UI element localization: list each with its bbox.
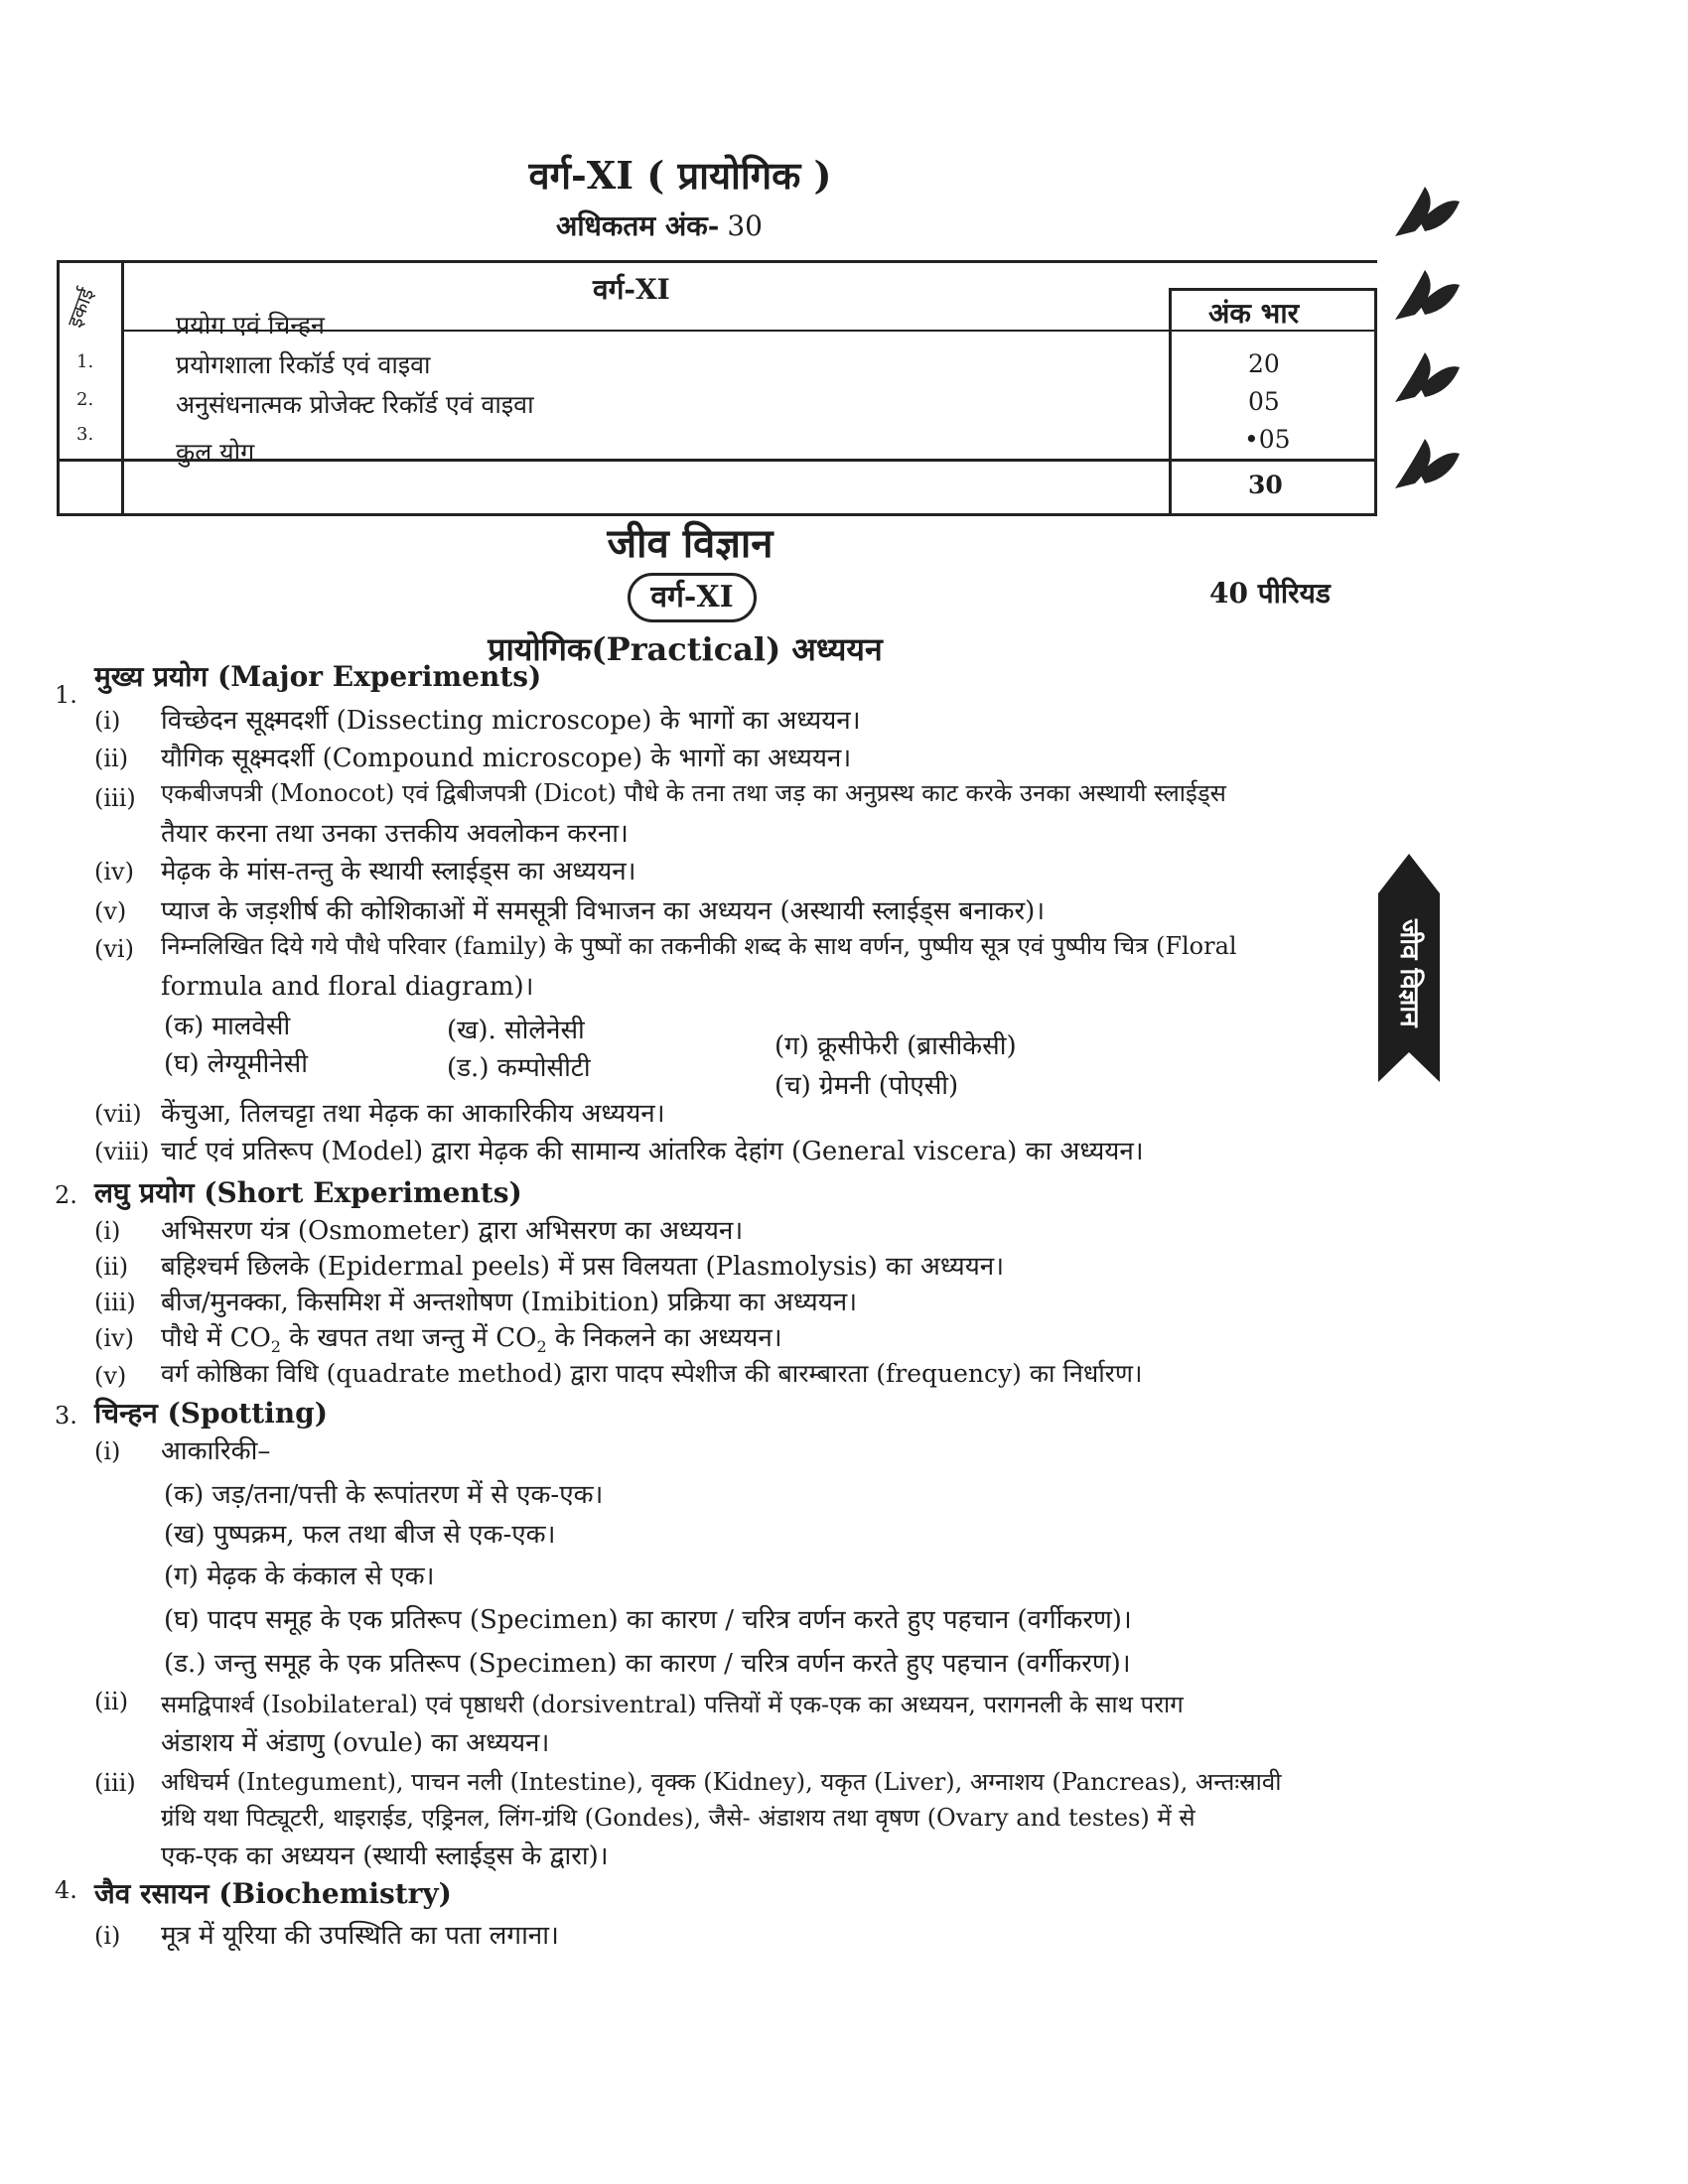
practical-heading: प्रायोगिक(Practical) अध्ययन	[488, 630, 883, 668]
marks-table	[57, 260, 1377, 516]
list-item: समद्विपार्श्व (Isobilateral) एवं पृष्ठाधरी (dorsiventral) पत्तियों में एक-एक का अध्ययन, परागनली के साथ पराग	[161, 1691, 1184, 1718]
section-number: 2.	[55, 1181, 77, 1209]
list-item-text: के खपत तथा जन्तु में CO	[280, 1323, 537, 1353]
subscript: 2	[536, 1337, 547, 1357]
list-item: यौगिक सूक्ष्मदर्शी (Compound microscope) के भागों का अध्ययन।	[161, 744, 852, 773]
item-number: (v)	[94, 897, 127, 925]
item-number: (iv)	[94, 1324, 134, 1352]
list-item: अधिचर्म (Integument), पाचन नली (Intestine), वृक्क (Kidney), यकृत (Liver), अग्नाशय (Pancreas), अन्तःस्रावी	[161, 1768, 1282, 1796]
family-item: (घ) लेग्यूमीनेसी	[164, 1049, 308, 1079]
section-title: लघु प्रयोग (Short Experiments)	[94, 1176, 522, 1209]
item-number: (i)	[94, 1217, 121, 1245]
list-item: निम्नलिखित दिये गये पौधे परिवार (family) के पुष्पों का तकनीकी शब्द के साथ वर्णन, पुष्पीय सूत्र एवं पुष्पीय चित्र (Floral	[161, 932, 1237, 960]
item-number: (iii)	[94, 1769, 136, 1797]
section-number: 4.	[55, 1876, 77, 1904]
item-number: (i)	[94, 1437, 121, 1465]
family-item: (ख). सोलेनेसी	[447, 1016, 585, 1045]
list-item-cont: तैयार करना तथा उनका उत्तकीय अवलोकन करना।	[161, 819, 629, 849]
total-marks: 30	[1248, 471, 1283, 499]
item-number: (ii)	[94, 1253, 129, 1281]
item-number: (iii)	[94, 784, 136, 812]
section-number: 1.	[55, 681, 77, 709]
unit-header: इकाई	[62, 284, 99, 331]
list-item-text: के निकलने का अध्ययन।	[546, 1323, 782, 1353]
item-number: (i)	[94, 1922, 121, 1950]
item-number: (iv)	[94, 858, 134, 886]
list-item-text: पौधे में CO	[161, 1323, 271, 1353]
item-number: (i)	[94, 707, 121, 735]
section-title: चिन्हन (Spotting)	[94, 1397, 328, 1430]
family-item: (ग) क्रूसीफेरी (ब्रासीकेसी)	[774, 1031, 1017, 1061]
row-num: 3.	[76, 424, 94, 445]
item-number: (iii)	[94, 1289, 136, 1316]
family-item: (च) ग्रेमनी (पोएसी)	[774, 1071, 959, 1101]
sub-item: (क) जड़/तना/पत्ती के रूपांतरण में से एक-एक।	[164, 1480, 604, 1510]
list-item: चार्ट एवं प्रतिरूप (Model) द्वारा मेढ़क की सामान्य आंतरिक देहांग (General viscera) का अध्ययन।	[161, 1137, 1144, 1166]
weight-header: अंक भार	[1208, 297, 1300, 330]
class-badge: वर्ग-XI	[628, 573, 757, 622]
list-item-cont: अंडाशय में अंडाणु (ovule) का अध्ययन।	[161, 1728, 550, 1758]
class-header: वर्ग-XI	[593, 273, 670, 306]
row-marks: •05	[1244, 425, 1291, 454]
side-tab-label: जीव विज्ञान	[1394, 918, 1424, 1027]
sub-item: (ग) मेढ़क के कंकाल से एक।	[164, 1562, 435, 1591]
row-label: प्रयोगशाला रिकॉर्ड एवं वाइवा	[176, 350, 431, 379]
family-item: (ड.) कम्पोसीटी	[447, 1053, 591, 1083]
section-number: 3.	[55, 1402, 77, 1430]
list-item-cont: formula and floral diagram)।	[161, 972, 534, 1002]
periods-label: 40 पीरियड	[1209, 577, 1331, 610]
list-item: विच्छेदन सूक्ष्मदर्शी (Dissecting microscope) के भागों का अध्ययन।	[161, 706, 861, 736]
item-number: (vii)	[94, 1100, 142, 1128]
list-item: वर्ग कोष्ठिका विधि (quadrate method) द्वारा पादप स्पेशीज की बारम्बारता (frequency) का निर्धारण।	[161, 1359, 1143, 1388]
subscript: 2	[270, 1337, 281, 1357]
max-marks	[556, 206, 763, 244]
list-item-cont: एक-एक का अध्ययन (स्थायी स्लाईड्स के द्वारा)।	[161, 1842, 609, 1871]
item-number: (viii)	[94, 1138, 150, 1165]
list-item: प्याज के जड़शीर्ष की कोशिकाओं में समसूत्री विभाजन का अध्ययन (अस्थायी स्लाईड्स बनाकर)।	[161, 896, 1046, 926]
list-item: अभिसरण यंत्र (Osmometer) द्वारा अभिसरण का अध्ययन।	[161, 1216, 744, 1246]
subject-heading: जीव विज्ञान	[607, 520, 774, 567]
section-title: मुख्य प्रयोग (Major Experiments)	[94, 660, 542, 693]
list-item: केंचुआ, तिलचट्टा तथा मेढ़क का आकारिकीय अध्ययन।	[161, 1099, 665, 1129]
sub-item: (घ) पादप समूह के एक प्रतिरूप (Specimen) का कारण / चरित्र वर्णन करते हुए पहचान (वर्गीकरण)।	[164, 1605, 1132, 1635]
total-label: कुल योग	[176, 438, 255, 467]
list-item: बीज/मुनक्का, किसमिश में अन्तशोषण (Imibition) प्रक्रिया का अध्ययन।	[161, 1288, 858, 1317]
leaf-ornament-icon	[1385, 342, 1465, 412]
row-marks: 20	[1248, 349, 1280, 378]
max-marks-label: अधिकतम अंक-	[556, 209, 720, 242]
chapter-side-tab	[1378, 854, 1440, 1082]
section-title: जैव रसायन (Biochemistry)	[94, 1877, 452, 1910]
list-item: मूत्र में यूरिया की उपस्थिति का पता लगाना।	[161, 1921, 559, 1951]
family-item: (क) मालवेसी	[164, 1012, 291, 1041]
list-item: मेढ़क के मांस-तन्तु के स्थायी स्लाईड्स का अध्ययन।	[161, 857, 636, 887]
max-marks-value: 30	[727, 209, 763, 242]
list-item: आकारिकी–	[161, 1436, 271, 1466]
page-title: वर्ग-XI ( प्रायोगिक )	[528, 153, 832, 198]
list-item-cont: ग्रंथि यथा पिट्यूटरी, थाइराईड, एड्रिनल, लिंग-ग्रंथि (Gondes), जैसे- अंडाशय तथा वृषण (Ovary and testes) में से	[161, 1804, 1196, 1832]
sub-item: (ड.) जन्तु समूह के एक प्रतिरूप (Specimen) का कारण / चरित्र वर्णन करते हुए पहचान (वर्गीकरण)।	[164, 1649, 1131, 1679]
list-item: बहिश्चर्म छिलके (Epidermal peels) में प्रस विलयता (Plasmolysis) का अध्ययन।	[161, 1252, 1005, 1282]
item-number: (vi)	[94, 935, 134, 963]
item-number: (v)	[94, 1362, 127, 1390]
sub-item: (ख) पुष्पक्रम, फल तथा बीज से एक-एक।	[164, 1520, 556, 1550]
row-marks: 05	[1248, 387, 1280, 416]
list-item: एकबीजपत्री (Monocot) एवं द्विबीजपत्री (Dicot) पौधे के तना तथा जड़ का अनुप्रस्थ काट करके उनका अस्थायी स्लाईड्स	[161, 779, 1226, 807]
item-number: (ii)	[94, 745, 129, 772]
leaf-ornament-icon	[1385, 177, 1465, 246]
leaf-ornament-icon	[1385, 260, 1465, 330]
row-label: अनुसंधनात्मक प्रोजेक्ट रिकॉर्ड एवं वाइवा	[176, 390, 534, 419]
item-number: (ii)	[94, 1688, 129, 1715]
row-num: 2.	[76, 389, 94, 410]
row-num: 1.	[76, 351, 94, 372]
list-item	[161, 1318, 782, 1356]
section-title: प्रयोग एवं चिन्हन	[176, 311, 325, 340]
leaf-ornament-icon	[1385, 429, 1465, 498]
